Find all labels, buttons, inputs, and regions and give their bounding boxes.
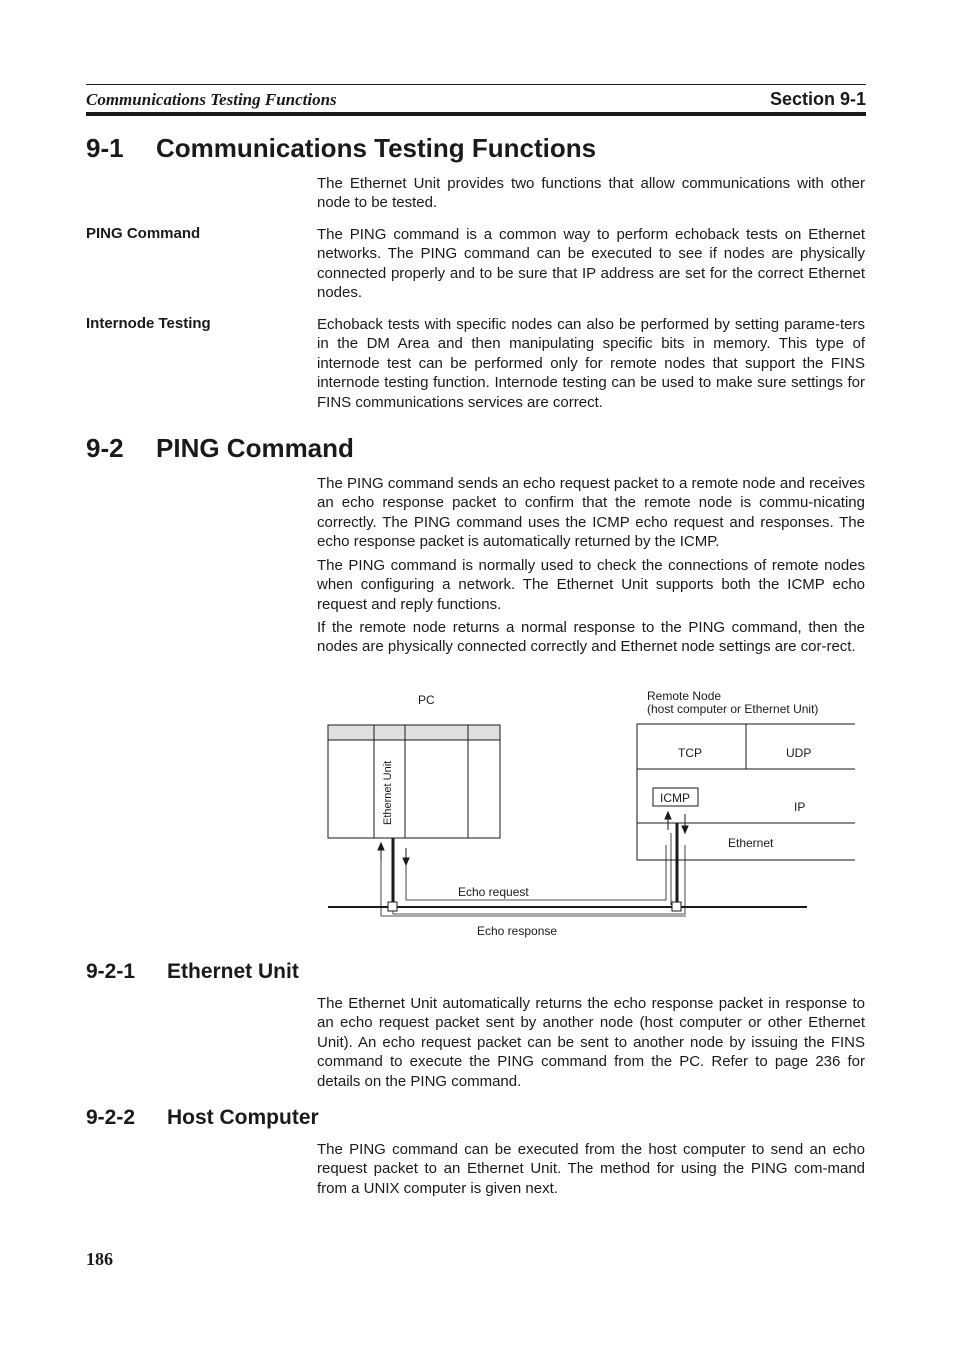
ping-diagram <box>320 685 865 950</box>
header-bottom-rule <box>86 112 866 116</box>
echo-response-path <box>381 833 686 916</box>
echo-response-label: Echo response <box>477 924 558 938</box>
heading-title: Host Computer <box>167 1106 319 1129</box>
icmp-label: ICMP <box>660 791 690 805</box>
heading-number: 9-2-2 <box>86 1106 136 1129</box>
s92-paragraph-2: The PING command is normally used to check the connections of remote nodes when configuring a network. The Ethernet Unit supports both the ICMP echo request and reply functions. <box>317 557 865 613</box>
s922-paragraph: The PING command can be executed from the host computer to send an echo request packet to an Ethernet Unit. The method for using the PING com-mand from a UNIX computer is given next. <box>317 1141 865 1197</box>
heading-title: PING Command <box>156 433 354 463</box>
rack-top-band <box>329 726 500 740</box>
s91-intro-paragraph: The Ethernet Unit provides two functions that allow communications with other node to be tested. <box>317 175 865 212</box>
heading-number: 9-2 <box>86 433 124 463</box>
header-top-rule <box>86 84 866 85</box>
udp-label: UDP <box>786 746 812 760</box>
pc-rack <box>328 725 500 838</box>
pc-tap <box>388 902 397 911</box>
page-number: 186 <box>86 1249 113 1269</box>
tcp-label: TCP <box>678 746 702 760</box>
internode-testing-paragraph: Echoback tests with specific nodes can also be performed by setting parame-ters in the DM Area and then manipulating specific bits in memory. This type of internode test can be performed only for remote nodes that support the FINS internode testing function. Internode testing can be used to make sure settings for FINS communications services are correct. <box>317 316 865 411</box>
ping-command-paragraph: The PING command is a common way to perform echoback tests on Ethernet networks. The PING command can be executed to see if nodes are physically connected properly and to be sure that IP address are set for the correct Ethernet nodes. <box>317 226 865 302</box>
s921-paragraph: The Ethernet Unit automatically returns the echo response packet in response to an echo request packet sent by another node (host computer or other Ethernet Unit). An echo request packet can be sent to another node by issuing the FINS command to execute the PING command from the PC. Refer to page 236 for details on the PING command. <box>317 995 865 1090</box>
s92-paragraph-3: If the remote node returns a normal response to the PING command, then the nodes are physically connected correctly and Ethernet node settings are cor-rect. <box>317 619 865 656</box>
heading-number: 9-2-1 <box>86 960 136 983</box>
remote-node-sublabel: (host computer or Ethernet Unit) <box>647 702 819 716</box>
side-label-internode-testing: Internode Testing <box>86 315 211 332</box>
heading-9-2-1 <box>86 960 299 984</box>
heading-title: Communications Testing Functions <box>156 133 597 163</box>
echo-request-path <box>393 845 685 914</box>
remote-node-label: Remote Node <box>647 689 722 703</box>
ethernet-unit-label: Ethernet Unit <box>382 760 394 825</box>
heading-9-2-2 <box>86 1106 319 1130</box>
ip-label: IP <box>794 800 806 814</box>
s92-paragraph-1: The PING command sends an echo request packet to a remote node and receives an echo response packet to confirm that the remote node is commu-nicating correctly. The PING command uses the ICMP echo request and responses. The echo response packet is automatically returned by the ICMP. <box>317 475 865 551</box>
running-title: Communications Testing Functions <box>86 90 337 109</box>
pc-label: PC <box>418 693 435 707</box>
heading-number: 9-1 <box>86 133 124 163</box>
side-label-ping-command: PING Command <box>86 225 201 242</box>
ethernet-label: Ethernet <box>728 836 774 850</box>
remote-tap <box>672 902 681 911</box>
echo-request-label: Echo request <box>458 885 529 899</box>
section-label: Section 9-1 <box>769 89 866 109</box>
heading-9-1 <box>86 133 596 164</box>
heading-title: Ethernet Unit <box>167 960 299 983</box>
heading-9-2 <box>86 433 354 464</box>
